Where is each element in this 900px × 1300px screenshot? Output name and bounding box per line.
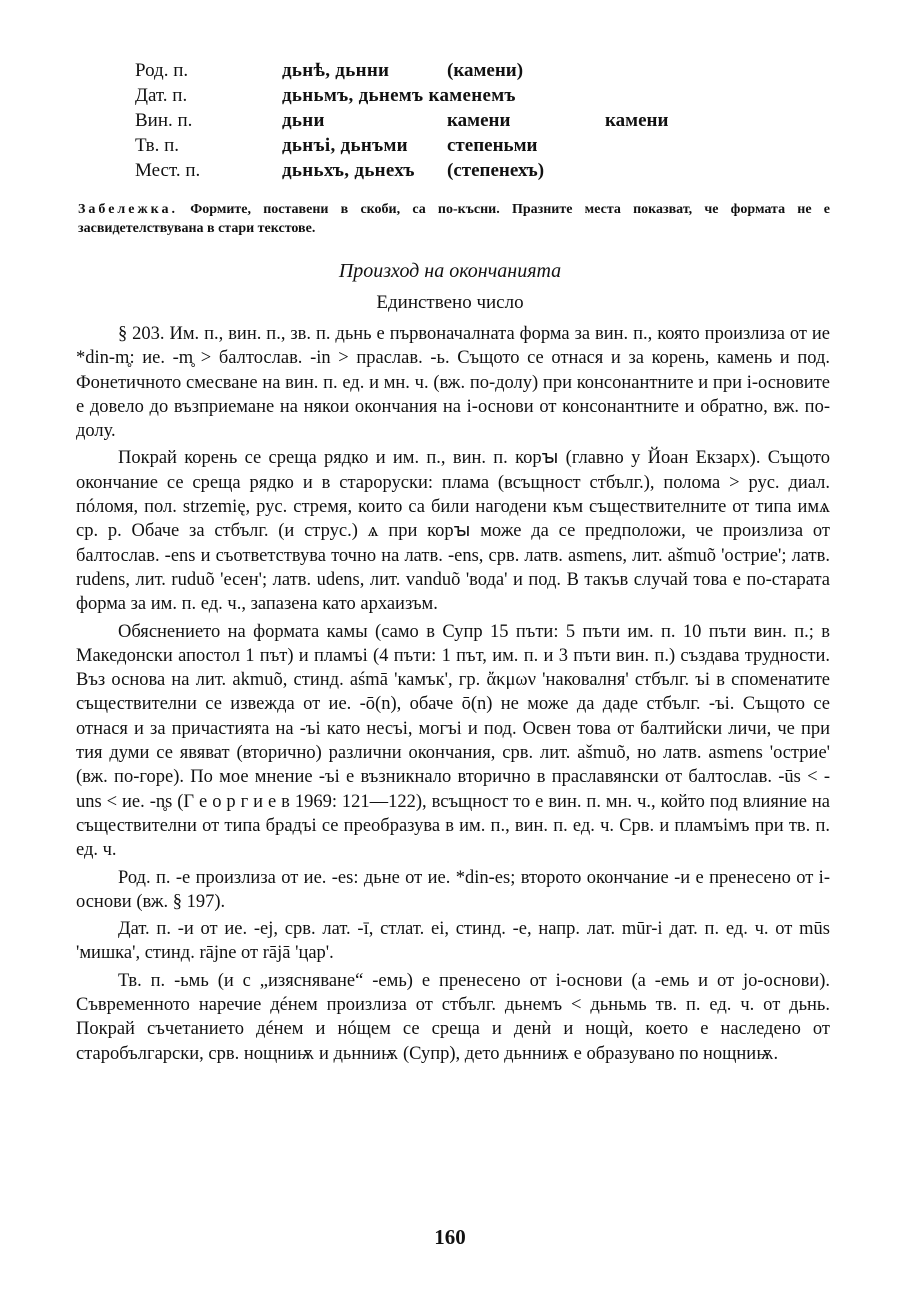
form-1: дьнѣ, дьнни [282,60,390,81]
case-label: Дат. п. [135,85,188,106]
form-2: камени [447,110,511,131]
paragraph-koren: Покрай корень се среща рядко и им. п., вин. п. корꙑ (главно у Йоан Екзарх). Същото окончание се среща рядко и в староруски: плама (всъщност стбълг.), полома > рус. диал. пóломя, пол. strzemię, рус. стремя, които са били нагодени към съществителните от типа имѧ ср. р. Обаче за стбълг. (и струс.) ѧ при корꙑ може да се предположи, че произлиза от балтослав. -ens и съответствува точно на латв. -ens, срв. латв. asmens, лит. ašmuõ 'острие'; латв. rudens, лит. ruduõ 'есен'; латв. udens, лит. vanduõ 'вода' и под. В такъв случай това е по-старата форма за им. п. ед. ч., запазена като архаизъм. [76,448,830,615]
note-lead: Забележка. [78,202,178,217]
form-2: (камени) [447,60,524,81]
form-1: дьньмъ, дьнемъ камeнемъ [282,85,516,106]
case-label: Тв. п. [135,135,180,156]
form-1: дьнъі, дьнъми [282,135,408,156]
table-note [78,200,830,238]
case-label: Род. п. [135,60,189,81]
paragraph-genitive: Род. п. -е произлиза от ие. -es: дьне от ие. *din-es; второто окончание -и е пренесено от i-основи (вж. § 197). [76,867,830,912]
note-text: Формите, поставени в скоби, са по-късни. Празните места показват, че формата не е засвидетелствувана в стари текстове. [78,202,830,236]
section-title: Произход на окончанията [338,260,562,282]
paragraph-203: § 203. Им. п., вин. п., зв. п. дьнь е първоначалната форма за вин. п., която произлиза от ие *din-m̥: ие. -m̥ > балтослав. -in > праслав. -ь. Същото се отнася и за корень, камень и под. Фонетичното смесване на вин. п. ед. и мн. ч. (вж. по-долу) при консонантните и при i-основите е довело до възприемане на някои окончания на i-основи от консонантните и обратно, вж. по-долу. [76,324,830,442]
form-3: камени [605,110,669,131]
page-number: 160 [434,1225,466,1249]
form-2: степеньми [447,135,538,156]
case-label: Вин. п. [135,110,193,131]
paragraph-kamy: Обяснението на формата камы (само в Супр 15 пъти: 5 пъти им. п. 10 пъти вин. п.; в Македонски апостол 1 път) и пламъі (4 пъти: 1 път, им. п. и 3 пъти вин. п.) създава трудности. Въз основа на лит. akmuõ, стинд. aśmā 'камък', гр. ἄκμων 'наковалня' стбълг. ъі в споменатите съществителни се извежда от ие. -ō(n), обаче ō(n) не може да даде стбълг. -ъі. Същото се отнася и за причастията на -ъі като несъі, могъі и под. Освен това от балтийски личи, че при тия думи се явяват (вторично) различни окончания, срв. лит. ašmuõ, но латв. asmens 'острие' (вж. по-горе). По мое мнение -ъі е възникнало вторично в праславянски от балтослав. -ūs < -uns < ие. -n̥s (Г е о р г и е в 1969: 121—122), всъщност то е вин. п. мн. ч., който под влияние на съществителни от типа брадъі се преобразува в им. п., вин. п. ед. ч. Срв. и пламъімъ при тв. п. ед. ч. [76,621,830,861]
form-1: дьньхъ, дьнехъ [282,160,415,181]
body-text [76,322,830,1069]
paragraph-instrumental: Тв. п. -ьмь (и с „изясняване“ -емь) е пренесено от i-основи (а -емь и от jo-основи). Съвременното наречие дéнем произлиза от стбълг. дьнемъ < дьньмь тв. п. ед. ч. от дьнь. Покрай съчетанието дéнем и нóщем се среща и денѝ и нощѝ, което е наследено от старобългарски, срв. нощниѭ и дьнниѭ (Супр), дето дьнниѭ е образувано по нощниѭ. [76,970,830,1064]
form-1: дьни [282,110,325,131]
case-label: Мест. п. [135,160,201,181]
subsection-title: Единствено число [376,292,524,313]
form-2: (степенехъ) [447,160,545,181]
paragraph-dative: Дат. п. -и от ие. -ej, срв. лат. -ī, стлат. ei, стинд. -e, напр. лат. mūr-i дат. п. ед. ч. от mūs 'мишка', стинд. rājne от rājā 'цар'. [76,919,830,964]
